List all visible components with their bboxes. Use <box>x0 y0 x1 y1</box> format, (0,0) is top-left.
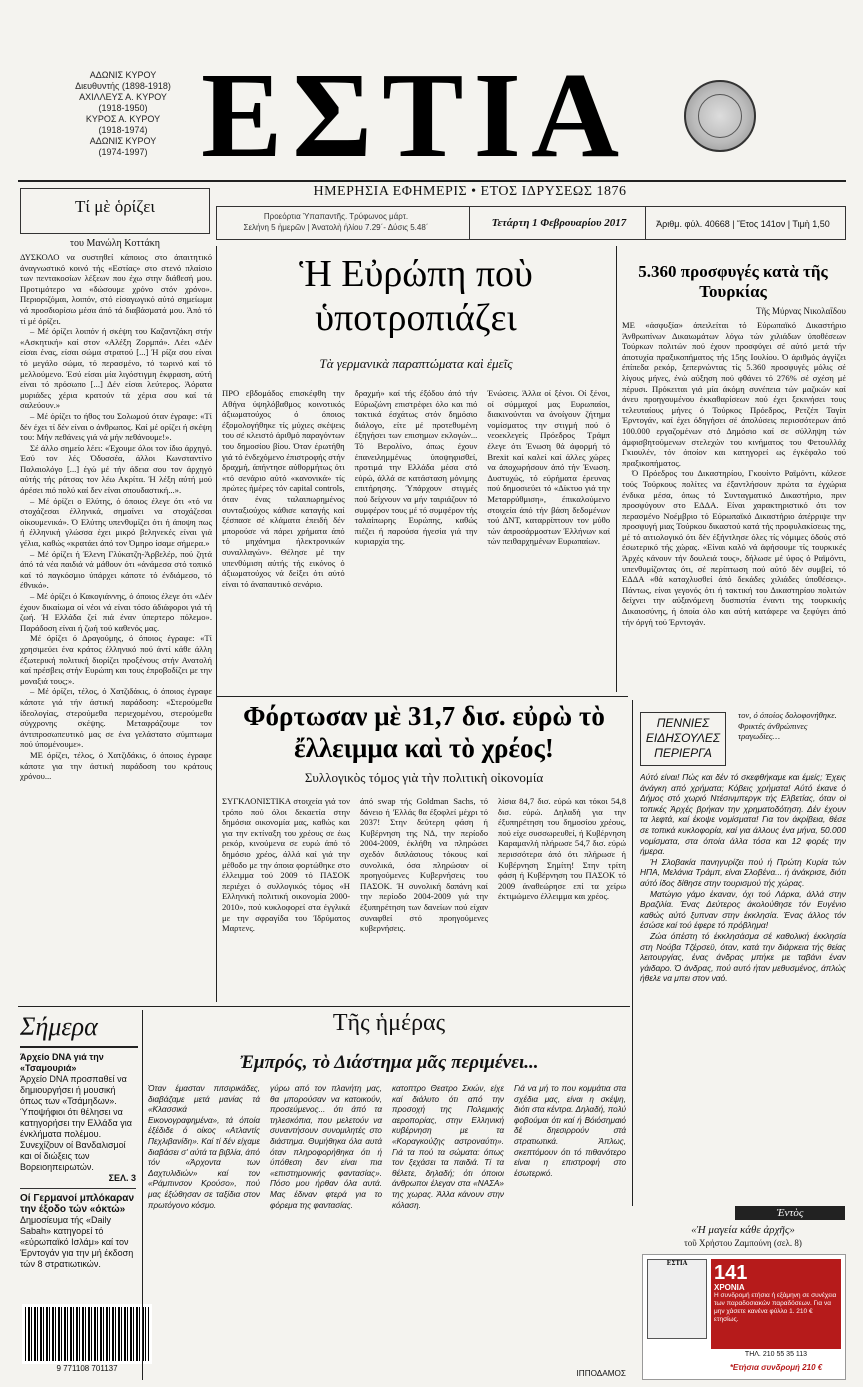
deficit-subtitle: Συλλογικὸς τόμος γιὰ τὴν πολιτικὴ οἰκονομία <box>304 770 544 785</box>
founder-line: ΑΔΩΝΙΣ ΚΥΡΟΥ <box>89 136 157 146</box>
today-item-title: Οί Γερμανοί μπλόκαραν την έξοδο τών «όκτώ» <box>20 1193 135 1215</box>
lead-col: Ένώσεις. Άλλα οί ξένοι. Οί ξένοι, οί σύμμαχοί μας Ευρωπαίοι, διακινούνται να άνοίγουν ζήτημα νομίσματος την στιγμή πού ό νεοεκλεγείς Πρόεδρος Τράμπ έλεγε ότι Ένωση θά άφορμή τό Brexit καί καλεί καί άλλες χώρες να άποχωρήσουν άπό τήν Ένωση. Δυστυχώς, τό εύρήματα έρευνας πού δημοσιεύει τό «Δίκτυο γιά την Μεταρρύθμιση», έπικαλούμενο στοιχεία άπό τήν βάση δεδομένων τού ΔΝΤ, καταρρίπτουν τον μύθο τών άπροσάρμοστων Έλλήνων καί τών πειθαρχημένων Ευρωπαίων. <box>487 388 610 547</box>
ad-years: 141 <box>714 1262 748 1284</box>
founder-line: ΚΥΡΟΣ Α. ΚΥΡΟΥ <box>85 114 161 124</box>
lead-subtitle: Τὰ γερμανικὰ παραπτώματα καὶ ἐμεῖς <box>319 356 513 371</box>
lead-headline: Ἡ Εὐρώπη ποὺ ὑποτροπιάζει <box>299 253 533 339</box>
refugees-headline: 5.360 προσφυγές κατὰ τῆς Τουρκίας <box>638 262 828 301</box>
founder-line: (1918-1974) <box>98 125 148 135</box>
deficit-body <box>222 796 626 1004</box>
gossip-top: τον, ό όποίος δολοφονήθηκε. Φρικτές άνθρώπινες τραγωδίες… <box>738 710 837 742</box>
today-heading: Σήμερα <box>20 1012 98 1041</box>
editorial-signature: ΙΠΠΟΔΑΜΟΣ <box>576 1369 626 1379</box>
weather-info: Προεόρτια Ὑπαπαντῆς. Τρύφωνος μάρτ. Σελήνη 5 ἡμερῶν | Ἀνατολὴ ἡλίου 7.29΄- Δύσις 5.48΄ <box>243 212 429 232</box>
founder-line: Διευθυντής (1898-1918) <box>75 81 171 91</box>
issue-date: Τετάρτη 1 Φεβρουαρίου 2017 <box>491 217 627 229</box>
deficit-headline: Φόρτωσαν μὲ 31,7 δισ. εὐρὼ τὸ ἔλλειμμα καὶ τὸ χρέος! <box>243 701 605 763</box>
today-item-text: Δημοσίευμα τής «Daily Sabah» κατηγορεί τό «εύρωπαϊκό Ισλάμ» καί τον Έρντογάν για την μή έκδοση τών 8 στρατιωτικών. <box>20 1215 134 1269</box>
column-body: ΔΥΣΚΟΛΟ να συστηθεί κάποιος στο άπαιτητικό άναγνωστικό κοινό τής «Εστίας» στο στενό πλαίσιο των πεντακοσίων λέξεων που έχω στην διάθεσή μου. Προτιμότερο να «δώσουμε χρόνο στόν χρόνο». Περιοριζόμαι, λοιπόν, στό είσαγωγικό αύτό σημείωμα νά προσδιορίσω μέσα άπό τά διαβάσματά μου. Άπό τό τί μέ όρίζει. – Μέ όρίζει λοιπόν ή σκέψη του Καζαντζάκη στήν «Ασκητική» καί στον «Αλέξη Ζορμπά». Λέει «Δέν είσαι ένας, είσαι σώμα στρατού [...] Ή ρίζα σου είναι τό μεγάλο σώμα, τό περασμένο, τό τωρινό καί τό μελλούμενο. Έσύ είσαι μία λιγόστιγμη έκφραση, αύτή είναι τό πρόσωπο [...] Δέν είσαι λεύτερος. Άόρατα μυριάδες χέρια κρατούν τά χέρια σου καί τά σαλεύουν.» – Μέ όρίζει το ήθος του Σολωμού όταν έγραφε: «Τί δέν έχει τί δέν είναι ο άνθρωπος. Καί μέ ορίζει ή σκέψη του: Μήν πεθάνεις γιά νά μήν πεθάνουμε!». Σέ άλλο σημείο λέει: «Έχουμε όλοι τον ίδιο άρχηγό. Έσύ τον λές Όδυσσέα, άλλοι Κωνσταντίνο Παλαιολόγο [...] έγώ μέ τήν άδεια σου τον άρχηγό αύτής τής ράτσας τον λέω Ακρίτα. Ή λέξη αύτή μού άρέσει πιό πολύ καί δεν είναι σπουδαστική...». – Μέ όρίζει ο Ελύτης, ό όποιος έλεγε ότι «τό να στοχάζεσαι έλληνικά, σημαίνει να στοχάζεσαι οίκουμενικά». Ό Ελύτης υπενθυμίζει ότι ή άποψη πως ή έλληνική γλώσσα έχει μικρό βεληνεκές είναι γιά γέλια, καθώς «κρατάει άπό τον Όμηρο ίσαμε σήμερα.» – Μέ όρίζει ή Έλενη Γλύκατζη-Άρβελέρ, πού ζητά άπό τά νέα παιδιά νά μάθουν ότι «άνάμεσα στό τοπικό καί τό παγκόσμιο ύπάρχει κάποτε τό ένδιάμεσο, τό έθνικό». – Μέ όρίζει ό Κακογιάννης, ό όποιος έλεγε ότι «Δέν έχουν δικαίωμα οί νέοι νά είναι τόσο άδιάφοροι γιά τή ζωή. Ή Ελλάδα ζεί πιά έναν ύπερτερο πόλεμο». Παράδοση είναι ή ζωή τού καθενός μας. Μέ όρίζει ό Δραγούμης, ό όποιος έγραφε: «Τί χρησιμεύει ένα κράτος έλληνικό πού άντί κάθε άλλη έξωτερική πολιτική διορίζει προξένους στήν Ανατολή καί πρέσβεις στήν Ευρώπη και τους έπροβοδίζει με την μοναξιά τους;». – Μέ όρίζει, τέλος, ό Χατζιδάκις, ό όποιος έγραφε κάποτε γιά τήν άστική παράδοση: «Στερούμεθα ίδεολογίας, στερούμεθα περιεχομένου, στερούμεθα σύγχρονης σκέψης. Μεταφράζουμε τον άντιπροσωπευτικό μας σε ένα γελάστατο σύμπτωμα πού ύπομένουμε». ΜΕ όρίζει, τέλος, ό Χατζιδάκις, ό όποιος έγραφε κάποτε για την άστική παράδοση του κράτους χρόνου... <box>20 252 212 782</box>
lead-col: ΠΡΟ εβδομάδος επισκέφθη την Αθήνα ύψηλόβαθμος κοινοτικός άξιωματούχος ό όποιος έξομολογήθηκε τίς μύχιες σκέψεις του σέ κλειστό άριθμό παραγόντων του δημοσίου βίου. Όταν έρωτήθη γιά τό ένδεχόμενο έπιστροφής στήν δραχμή, άπήντησε αύθορμήτως ότι «τό σενάριο αύτό «κανονικά» τίς πρώτες ήμέρες τόν capital controls, όταν ένας ταλαιπωρημένος συνταξιούχος κάθισε καταγής καί ξέσπασε σέ κλάματα έπειδή δέν μπορούσε νά πάρει χρήματα άπό τό μηχάνημα ήλεκτρονικών συναλλαγών». Θέλησε μέ την υπενθύμιση αύτής τής εικόνος ό άξιωματούχος νά δείξει ότι αύτό είναι τό άναπαυτικό σενάριο. <box>222 388 345 589</box>
issue-number: Ἀριθμ. φύλ. 40668 | Ἔτος 141ον | Τιμὴ 1,50 <box>656 219 830 229</box>
barcode <box>22 1304 152 1364</box>
inside-heading: Ἐντὸς <box>735 1206 845 1220</box>
gossip-body: Αύτό είναι! Πώς και δέν τό σκεφθήκαμε και έμείς; Έχεις άνάγκη από χρήματα; Κόβεις χρήματα! Αύτό έκανε ό Δήμος στό χωριό Ντέσινμπεργκ τής Ελβετίας, όταν οί τοπικές Άρχές βρήκαν την χρηματοδότηση. Δέν έχουν τα λεφτά, καί έκοψε νομίσματα! Για τον άκρίβεια, θέσε σε τοπικά κυκλοφορία, καί για άλλους ένα μήνα, 50.000 νομίσματα, στα όποία άλλα τόσα και 12 φορές την ήμερα. Ή Σλοβακία πανηγυρίζει πού ή Πρώτη Κυρία τών ΗΠΑ, Μελάνια Τράμπ, είναι Σλοβένα... ή άνάκρισε, διότι αύτό ίδος δίθησε στην τουρισμού τής χώρας. Ματώγιο γάμο έκαναν, όχι τού Λάρκα, άλλά στην Βραζιλία. Ένας Δεύτερος άκολούθησε τόν Ευγένιο καθώς αύτό ξυπναν στην έκκλησία. Ένας άλλος τόν έσώσε καί τού έφερε τό πρόβλημα! Ζώα όπέστη τό έκκλησάσμα σέ καθολική έκκλησία στη Νούβα Τζέρσεϋ, όταν, κατά την διάρκεια τής θείας λειτουργίας, ένας άνδρας μπήκε με ταβάνι έναν γάιδαρο. Ό άνδρας, πού αυτό ήταν μεθυσμένος, άπλώς ήθελε να μπει στον ναό. <box>640 772 846 984</box>
column-author: του Μανώλη Κοττάκη <box>70 238 160 249</box>
gossip-label-box: ΠΕΝΝΙΕΣ ΕΙΔΗΣΟΥΛΕΣ ΠΕΡΙΕΡΓΑ <box>640 712 726 766</box>
today-list: Άρχείο DNA γιά την «Τσαμουριά» Άρχείο DNA προσπαθεί να δημιουργήσει ή μουσική όπως των «Τσάμηδων». Ύποψήφιοι ότι θέλησει να κατηγορήσει την Ελλάδα για ένκλήματα πολέμου. Συνεχίζουν οί Βανδαλισμοί και οί διώξεις των Βορειοηπειρωτών. ΣΕΛ. 3 Οί Γερμανοί μπλόκαραν την έξοδο τών «όκτώ» Δημοσίευμα τής «Daily Sabah» κατηγορεί τό «εύρωπαϊκό Ισλάμ» καί τον Έρντογάν για την μή έκδοση τών 8 στρατιωτικών. <box>20 1052 136 1269</box>
ad-red-panel: 141 ΧΡΟΝΙΑ Η συνδρομή ετήσια ή εξάμηνη σε συνέχεια των παραδοσιακών παραδόσεων. Για να μην χάσετε κανένα φύλλο 1. 210 € ετησίως. <box>711 1259 841 1349</box>
founder-line: ΑΧΙΛΛΕΥΣ Α. ΚΥΡΟΥ <box>79 92 167 102</box>
inside-author: τοῦ Χρήστου Ζαμπούνη (σελ. 8) <box>684 1238 802 1248</box>
deficit-col: ΣΥΓΚΛΟΝΙΣΤΙΚΑ στοιχεία γιά τον τρόπο πού όλοι δεκαετία στην δημόσια οικονομία μας, καθώς και για την εκτίναξη του χρέους σε έως ρεκόρ, κινούμενα σε ευρώ άπό τό δημόσιο χρέος, άλλά καί γιά την μέθοδο με την όποια φορτώθηκε στο έλλειμμα τού 2009 τό ΠΑΣΟΚ περιέχει ό συλλογικός τόμος «Η Ελληνική πολιτική οικονομία 2000-2010», πού κυκλοφορεί στα έγγλικά με την σφραγίδα του Ίδρύματος Μαρτενς. <box>222 796 350 934</box>
ad-price: *Ετήσια συνδρομή 210 € <box>729 1363 823 1372</box>
refugees-author: Τῆς Μύρνας Νικολαΐδου <box>755 306 846 316</box>
deficit-col: άπό swap τής Goldman Sachs, τό δάνειο ή 'Ελλάς θα έξοφλεί μέχρι τό 2037! Στην δεύτερη φάση ή Κυβέρνηση της ΝΔ, την περίοδο 2004-2009, έκλήθη να πληρώσει σχεδόν διπλάσιους τόκους καί συνολικά, όσα πληρώσαν οί προηγούμενες Κυβερνήσεις του ΠΑΣΟΚ. Ή συνολική δαπάνη καί την περίοδο 2004-2009 γιά την έξυπηρέτηση των δανείων πού είχαν συναφθεί στό προηγούμενες κυβερνήσεις. <box>360 796 488 934</box>
refugees-body: ΜΕ «άσφυξία» άπειλείται τό Εύρωπαϊκό Δικαστήριο Άνθρωπίνων Δικαιωμάτων λόγω τών χιλιάδων ύποθέσεων Τούρκων πολιτών πού έχουν προσφύγει σέ αύτό μετά τήν άποτυχία πραξικοπήματος τής 15ης Ιουλίου. Ό άριθμός άγγίζει έπίπεδα ρεκόρ, ξεπερνώντας τίς 5.360 προσφυγές μόλις σέ λίγους μήνες, ένώ αύξηση πού φθάνει τό 276% σέ σχέση μέ πέρυσι. Πρόκειται γιά μία άκόμη συνέπεια τών μαζικών καί άνευ προηγουμένου έκκαθαρίσεων πού έχει ξεκινήσει τους τελευταίους μήνες ό Τούρκος Πρόεδρος, Ρετζέπ Ταγίπ Έρντογάν, καί έχει όδηγήσει σέ άπολύσεις περισσότερων άπό 100.000 εργαζομένων στό Δημόσιο καί σε σύλληψη τών άμφισβητούμενων στελεχών του κινήματος του Φετουλλάχ Γκιουλέν, τόν όποίον και κατηγορεί ως έγκέφαλο τού πραξικοπήματος. Ό Πρόεδρος του Δικαστηρίου, Γκουίντο Ραϊμόντι, κάλεσε τούς Τούρκους πολίτες να έξαντλήσουν πρώτα τα έγχώρια ένδικα μέσα, όπως τό Συνταγματικό Δικαστήριο, πριν προσφύγουν στο ΕΔΔΑ. Είναι χαρακτηριστικό ότι τον περασμένο Νοέμβριο τό Εύρωπαϊκό Δικαστήριο άπέρριψε την προσφυγή μιας Τούρκου δικαστού κατά τής προφυλακίσεως της, μέ τό αιτιολογικό ότι δέν έξήντλησε όλες τίς νόμιμες όδούς στό έσωτερικό τής χώρας. «Είναι καλό νά άφήσουμε τίς τουρκικές Άρχές κάνουν τήν δουλειά τους», δήλωσε μέ ύφος ό Ραϊμόντι, υπενθυμίζοντας ότι, σέ περίπτωση πού αύτό δέν συμβεί, τό ΕΔΔΑ «θά καταχλυσθεί άπό δεκάδες χιλιάδες ύποθέσεις». Πάντως, είναι γεγονός ότι ή τακτική του Δικαστηρίου πολιτών δείχνει την αύξανόμενη δυσπιστία έναντι της τουρκικής Δικαιοσύνης, ή όποία όλο και αύτή κατάφερε να ξεφύγει άπό τήν όργή τού Έρντογάν. <box>622 320 846 627</box>
founders-list <box>62 70 184 158</box>
lead-col: δραχμή» καί τής έξόδου άπό τήν Εύρωζώνη επιστρέφει όλο και πιό τακτικά έσχάτως στόν δημόσιο διάλογο, είτε μέ προτεθυμένη έξηγήσει των επισημων εκλογών... Τό Βερολίνο, όπως έχουν έπανειλημμένως ύποψηφισθεί, προτιμά την Ελλάδα μέσα στό εύρώ, άλλά σε κατάσταση μόνιμης επιτήρησης. Ύπάρχουν στιγμές πού δείχνουν να μήν ταιριάζουν τό συμφέρον τους μέ τό συμφέρον τής ταλαίπωρης Ευρώπης, καθώς πιέζει ή παρούσα ήγεσία γιά την κυριαρχία της. <box>354 388 478 547</box>
today-item-title: Άρχείο DNA γιά την «Τσαμουριά» <box>20 1052 104 1073</box>
today-item-text: Άρχείο DNA προσπαθεί να δημιουργήσει ή μουσική όπως των «Τσάμηδων». Ύποψήφιοι ότι θέλησει να κατηγορήσει την Ελλάδα για ένκλήματα πολέμου. Συνεχίζουν οί Βανδαλισμοί και οί διώξεις των Βορειοηπειρωτών. <box>20 1074 132 1172</box>
founder-line: (1918-1950) <box>98 103 148 113</box>
column-title: Τί μὲ ὁρίζει <box>74 197 156 216</box>
column-title-box <box>20 188 210 234</box>
editorial-body: Όταν έμασταν πιτσιρικάδες, διαβάζαμε μετά μανίας τά «Κλασσικά Εικονογραφημένα», τά όποία έξέδιδε ό οίκος «Ατλαντίς Πεχλιβανίδη». Καί τί δέν είχαμε διαβάσει σ' αύτά τα βιβλία, άπό τόν «Άρχοντα των Δαχτυλιδιών» καί τον «Ράμπινσον Κρούσο», πού μας έξώθησαν σε ταξίδια στον πρωτόγονο κόσμο. γύρω από τον πλανήτη μας, θα μπορούσαν να κατοικούν, προσεύμενος... ότι άπό τα τηλεσκόπια, που μελετούν να συναντήσουν συνομιλητές στο διάστημα. Θυμήθηκα όλα αυτά όταν πληροφορήθηκα ότι ή ύπόθεση δεν είναι πια «επιστημονικής φαντασίας». Πόσο μου ήρθαν όλα αυτά. Μας έδιναν φτερά για το φόρεμα της φαντασίας. κατοπτρο Θεατρο Σκιών, είχε καί διάλυτο ότι από την προσοχή της Πολεμικής αεροπορίας, στην Ελληνική κυβέρνηση με τα «Κοραγκούζης αστροναύτη». Γιά τα πού τα σώματα: όπως τον ξεχάσει τα παιδιά. Τί τα θέλετε, δηλαδή; ότι όποιοι άνθρωποι έλεγαν στα «ΝΑΣΑ» της χωρας. Άλλα κάνουν στην κόλαση. Γιά να μή το που κομμάτια στα σχέδια μας, είναι η σκέψη, διότι στα κέντρα. Δηλαδή, πολύ φοβούμαι ότι καί ή Βόιόσημαιό δέ δηεσιρρούν στά στρατιωτικά. Άπλως, σκεπτόμουν ότι τό πιθανότερο είναι η επιστροφή στο έσωτερικό. ΙΠΠΟΔΑΜΟΣ <box>148 1084 626 1379</box>
editorial-title: Ἐμπρός, τὸ Διάστημα μᾶς περιμένει... <box>239 1052 539 1073</box>
issue-info-box <box>216 206 846 240</box>
barcode-number: 9 771108 701137 <box>56 1364 118 1373</box>
inside-title: «Ἡ μαγεία κάθε ἀρχῆς» <box>691 1224 795 1236</box>
editorial-heading: Τῆς ἡμέρας <box>332 1010 446 1036</box>
masthead-title: ΕΣΤΙΑ <box>200 52 630 180</box>
founder-line: (1974-1997) <box>98 147 148 157</box>
tagline: ΗΜΕΡΗΣΙΑ ΕΦΗΜΕΡΙΣ • ΕΤΟΣ ΙΔΡΥΣΕΩΣ 1876 <box>313 184 627 199</box>
lead-body <box>222 388 610 692</box>
founder-line: ΑΔΩΝΙΣ ΚΥΡΟΥ <box>89 70 157 80</box>
mini-newspaper-image: ΕΣΤΙΑ <box>647 1259 707 1339</box>
deficit-col: λίσια 84,7 δισ. εύρώ και τόκοι 54,8 δισ. εύρώ. Δηλαδή για την έξυπηρέτηση του δημοσίου χρέους, πού είχε συσσωρευθεί, ή Κυβέρνηση Καραμανλή πλήρωσε 54,7 δισ. εύρώ περισσότερα άπό ότι πλήρωσε ή Κυβέρνηση Σημίτη! Στην τρίτη φάση ή Κυβέρνηση του ΠΑΣΟΚ τό 2009 άναθεώρησε επί τα χείρω έκτιμώμενο έλλειμμα και χρέος. <box>498 796 626 902</box>
subscription-ad[interactable]: ΕΣΤΙΑ 141 ΧΡΟΝΙΑ Η συνδρομή ετήσια ή εξάμηνη σε συνέχεια των παραδοσιακών παραδόσεων. Για να μην χάσετε κανένα φύλλο 1. 210 € ετησίως. ΤΗΛ. 210 55 35 113 *Ετήσια συνδρομή 210 € <box>642 1254 846 1380</box>
seal-logo <box>684 80 756 152</box>
